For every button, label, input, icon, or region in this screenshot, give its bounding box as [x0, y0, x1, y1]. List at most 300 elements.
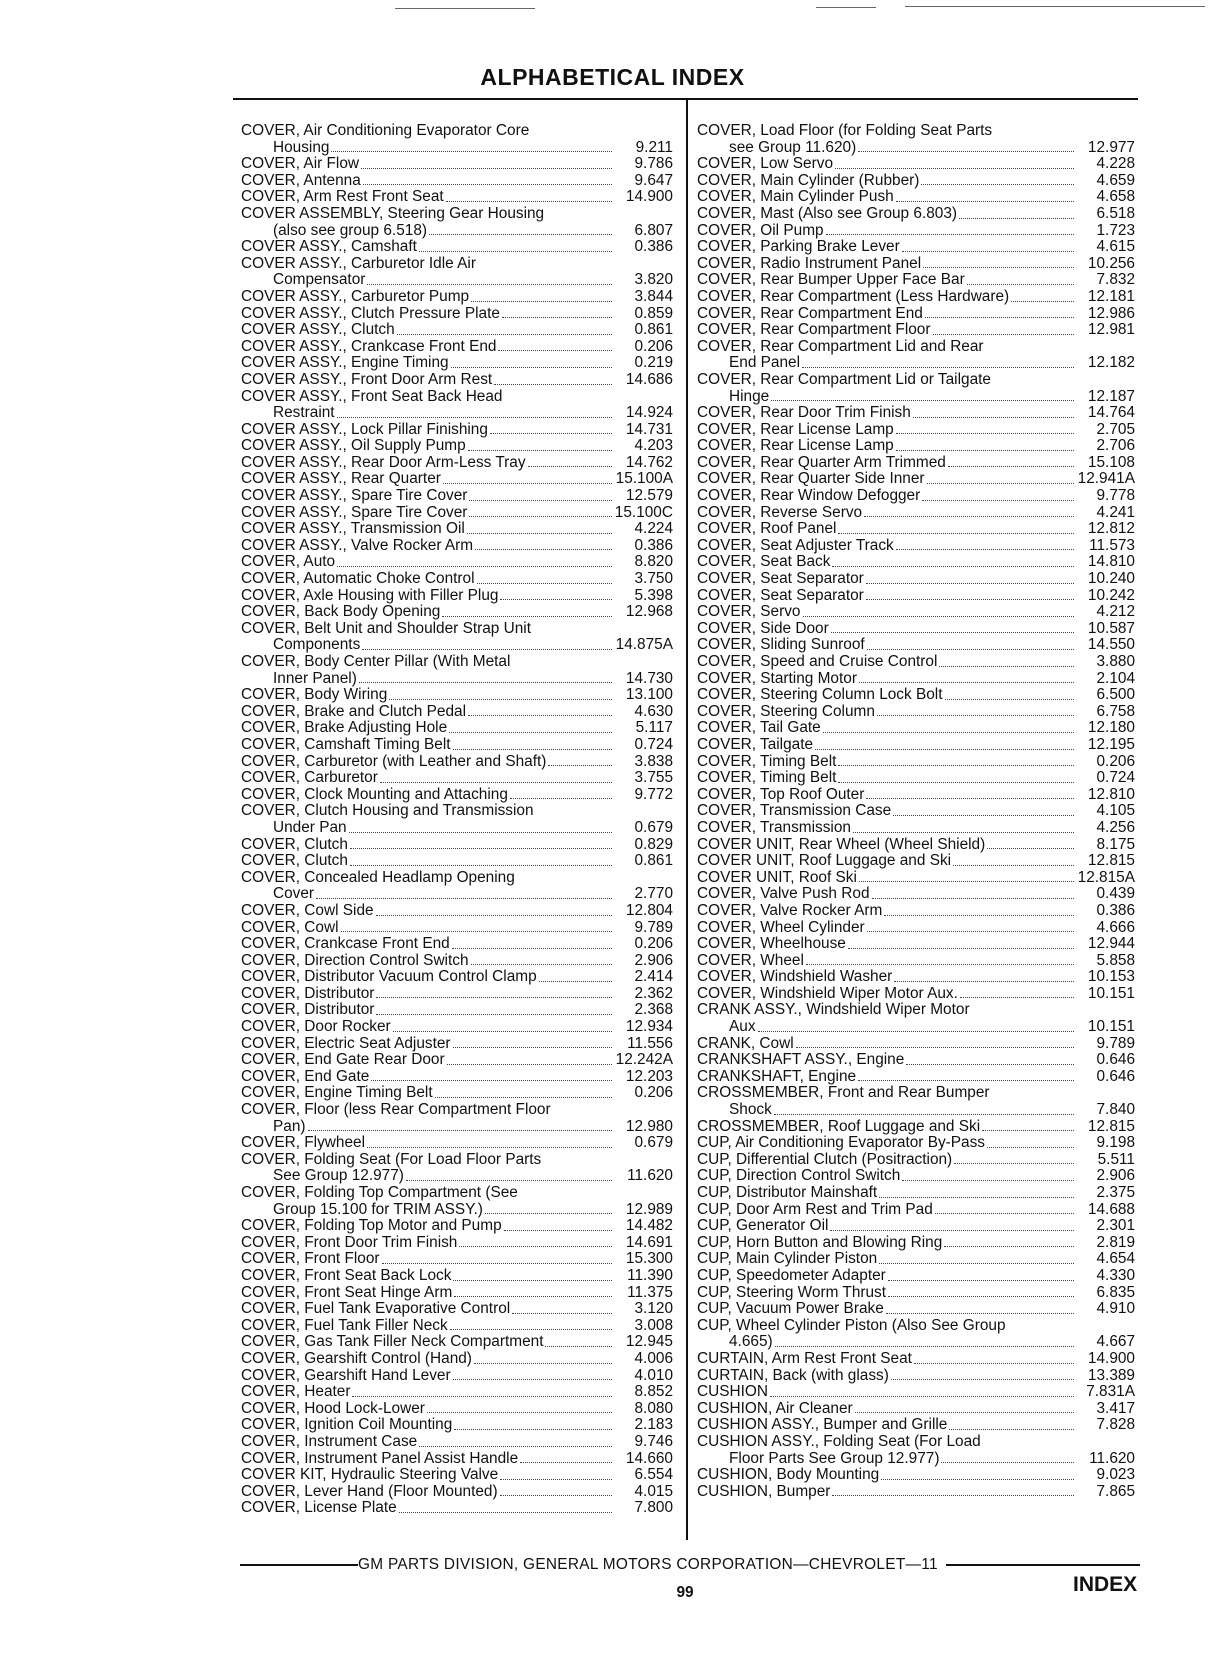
index-entry-page: 4.910 — [1096, 1300, 1135, 1318]
index-entry-line — [241, 1251, 673, 1268]
index-entry-text: COVER, Top Roof Outer — [697, 785, 865, 803]
index-entry-page: 4.006 — [634, 1349, 673, 1367]
dot-leader — [859, 881, 1074, 882]
index-entry-page: 3.755 — [634, 769, 673, 787]
index-entry-text: COVER, Ignition Coil Mounting — [241, 1416, 453, 1434]
index-entry-line — [697, 737, 1135, 754]
dot-leader — [500, 599, 612, 600]
index-entry — [697, 1052, 1135, 1069]
dot-leader — [477, 583, 612, 584]
index-entry-line — [697, 505, 1135, 522]
index-entry-line — [241, 770, 673, 787]
dot-leader — [350, 865, 612, 866]
index-entry-line — [697, 720, 1135, 737]
index-entry — [697, 1168, 1135, 1185]
index-entry-line — [241, 621, 673, 638]
dot-leader — [896, 433, 1074, 434]
dot-leader — [361, 168, 612, 169]
dot-leader — [406, 1180, 612, 1181]
index-entry — [697, 787, 1135, 804]
index-entry-page: 9.211 — [635, 138, 673, 156]
index-entry-text: COVER ASSY., Oil Supply Pump — [241, 437, 466, 455]
index-entry — [697, 1384, 1135, 1401]
dot-leader — [363, 184, 612, 185]
index-entry-line — [697, 372, 1135, 389]
index-entry-line — [697, 173, 1135, 190]
index-entry-page: 3.844 — [634, 287, 673, 305]
dot-leader — [367, 1147, 612, 1148]
dot-leader — [902, 1180, 1074, 1181]
dot-leader — [879, 1197, 1074, 1198]
index-entry-line — [697, 189, 1135, 206]
dot-leader — [982, 1130, 1074, 1131]
index-entry-text: COVER, Crankcase Front End — [241, 935, 450, 953]
index-entry-page: 14.730 — [625, 669, 673, 687]
index-entry — [697, 173, 1135, 190]
index-entry-text: COVER, Distributor — [241, 984, 375, 1002]
dot-leader — [545, 1346, 612, 1347]
index-entry-line — [241, 173, 673, 190]
index-entry-page: 4.015 — [634, 1482, 673, 1500]
index-entry-text: COVER, Front Door Trim Finish — [241, 1233, 458, 1251]
index-entry-text: COVER, Carburetor (with Leather and Shaft) — [241, 752, 547, 770]
index-entry — [697, 1251, 1135, 1268]
index-entry — [697, 671, 1135, 688]
index-entry-text: 4.665) — [729, 1333, 773, 1351]
dot-leader — [331, 151, 612, 152]
index-entry — [697, 1401, 1135, 1418]
index-entry-page: 8.080 — [634, 1399, 673, 1417]
index-entry-text: See Group 12.977) — [273, 1167, 404, 1185]
dot-leader — [815, 749, 1074, 750]
index-entry-text: COVER, Oil Pump — [697, 221, 824, 239]
index-entry-line — [241, 140, 673, 157]
dot-leader — [471, 301, 612, 302]
index-entry-page: 4.615 — [1096, 238, 1135, 256]
scan-artifact — [816, 7, 876, 8]
index-entry-text: COVER UNIT, Rear Wheel (Wheel Shield) — [697, 835, 986, 853]
index-entry-line — [241, 1401, 673, 1418]
dot-leader — [435, 1097, 612, 1098]
dot-leader — [872, 898, 1074, 899]
dot-leader — [510, 798, 612, 799]
index-entry-line — [697, 1002, 1135, 1019]
dot-leader — [399, 1512, 612, 1513]
index-entry-text: Housing — [273, 138, 330, 156]
index-entry-page: 4.667 — [1096, 1333, 1135, 1351]
dot-leader — [894, 981, 1074, 982]
index-entry-page: 11.573 — [1089, 536, 1135, 554]
index-entry — [241, 870, 673, 903]
index-entry — [697, 1135, 1135, 1152]
index-entry-text: COVER ASSY., Carburetor Pump — [241, 287, 470, 305]
index-entry-page: 12.986 — [1087, 304, 1135, 322]
index-entry-page: 2.183 — [634, 1416, 673, 1434]
dot-leader — [376, 1014, 612, 1015]
index-entry-text: CRANKSHAFT ASSY., Engine — [697, 1051, 905, 1069]
index-entry-page: 4.654 — [1096, 1250, 1135, 1268]
index-entry-line — [241, 671, 673, 688]
index-entry-text: COVER, Tailgate — [697, 735, 814, 753]
index-entry — [241, 969, 673, 986]
index-entry-line — [241, 588, 673, 605]
index-entry — [241, 903, 673, 920]
dot-leader — [452, 948, 612, 949]
index-entry — [241, 256, 673, 289]
index-entry-text: COVER, End Gate — [241, 1067, 370, 1085]
index-entry-text: (also see group 6.518) — [273, 221, 428, 239]
index-entry-page: 3.838 — [634, 752, 673, 770]
dot-leader — [350, 848, 612, 849]
index-entry — [241, 206, 673, 239]
index-entry-page: 12.810 — [1087, 785, 1135, 803]
index-entry-text: CUP, Horn Button and Blowing Ring — [697, 1233, 943, 1251]
dot-leader — [921, 184, 1074, 185]
dot-leader — [888, 1280, 1074, 1281]
dot-leader — [442, 616, 612, 617]
index-entry-line — [697, 621, 1135, 638]
index-entry-line — [697, 455, 1135, 472]
dot-leader — [806, 964, 1074, 965]
index-entry — [241, 471, 673, 488]
index-entry-page: 0.859 — [634, 304, 673, 322]
index-entry-line — [241, 405, 673, 422]
dot-leader — [453, 1047, 612, 1048]
index-entry-line — [241, 754, 673, 771]
dot-leader — [520, 1462, 612, 1463]
index-entry — [697, 322, 1135, 339]
index-entry — [241, 1351, 673, 1368]
index-entry-line — [697, 1202, 1135, 1219]
index-entry-text: CRANKSHAFT, Engine — [697, 1067, 857, 1085]
index-entry — [697, 256, 1135, 273]
index-entry-page: 12.977 — [1087, 138, 1135, 156]
index-entry — [697, 654, 1135, 671]
index-entry-page: 2.906 — [1096, 1167, 1135, 1185]
index-entry-page: 0.679 — [634, 1134, 673, 1152]
index-entry-page: 0.679 — [634, 818, 673, 836]
index-entry-page: 12.182 — [1087, 354, 1135, 372]
index-entry-page: 0.646 — [1096, 1051, 1135, 1069]
index-entry-text: CUP, Main Cylinder Piston — [697, 1250, 878, 1268]
index-entry-page: 9.647 — [634, 171, 673, 189]
index-entry — [241, 1218, 673, 1235]
index-entry-text: COVER, Front Seat Back Lock — [241, 1266, 452, 1284]
index-entry-page: 0.861 — [634, 321, 673, 339]
index-entry-line — [241, 1002, 673, 1019]
index-entry-line — [697, 1318, 1135, 1335]
dot-leader — [826, 234, 1074, 235]
index-entry — [241, 389, 673, 422]
index-entry-line — [241, 1500, 673, 1517]
index-entry-text: CUP, Steering Worm Thrust — [697, 1283, 887, 1301]
index-entry-page: 7.800 — [634, 1499, 673, 1517]
index-entry-text: COVER, Carburetor — [241, 769, 378, 787]
index-entry — [697, 405, 1135, 422]
dot-leader — [935, 1213, 1074, 1214]
index-entry-text: COVER, Roof Panel — [697, 520, 837, 538]
index-entry-line — [697, 886, 1135, 903]
dot-leader — [941, 1462, 1074, 1463]
index-entry — [697, 505, 1135, 522]
index-entry-page: 12.945 — [625, 1333, 673, 1351]
index-entry-text: COVER, Belt Unit and Shoulder Strap Unit — [241, 619, 531, 637]
index-entry-page: 12.934 — [625, 1018, 673, 1036]
dot-leader — [397, 334, 612, 335]
index-entry — [241, 1251, 673, 1268]
index-entry-page: 3.880 — [1096, 653, 1135, 670]
dot-leader — [960, 997, 1074, 998]
dot-leader — [859, 682, 1074, 683]
index-entry-text: Floor Parts See Group 12.977) — [729, 1449, 940, 1467]
index-entry — [241, 306, 673, 323]
dot-leader — [316, 898, 612, 899]
index-entry-page: 0.646 — [1096, 1067, 1135, 1085]
index-entry — [241, 239, 673, 256]
index-entry-page: 14.900 — [625, 188, 673, 206]
index-entry-text: CROSSMEMBER, Roof Luggage and Ski — [697, 1117, 981, 1135]
index-entry-text: COVER, Front Floor — [241, 1250, 380, 1268]
index-entry-line — [241, 1285, 673, 1302]
index-entry-line — [241, 256, 673, 273]
dot-leader — [830, 1230, 1074, 1231]
index-entry-text: CUSHION ASSY., Bumper and Grille — [697, 1416, 948, 1434]
dot-leader — [337, 566, 612, 567]
dot-leader — [933, 334, 1075, 335]
index-entry-page: 3.417 — [1096, 1399, 1135, 1417]
index-entry-page: 9.789 — [634, 918, 673, 936]
dot-leader — [888, 1296, 1074, 1297]
index-entry-line — [241, 505, 673, 522]
index-entry-page: 7.840 — [1096, 1101, 1135, 1119]
index-entry — [697, 886, 1135, 903]
index-entry-line — [241, 969, 673, 986]
index-entry — [697, 223, 1135, 240]
index-entry-page: 4.203 — [634, 437, 673, 455]
index-entry-line — [697, 272, 1135, 289]
index-entry-page: 0.724 — [1096, 769, 1135, 787]
index-entry-line — [241, 156, 673, 173]
dot-leader — [449, 732, 612, 733]
index-entry-page: 4.105 — [1096, 802, 1135, 820]
index-entry — [241, 1467, 673, 1484]
index-entry — [697, 853, 1135, 870]
index-entry — [241, 1334, 673, 1351]
index-entry-page: 12.944 — [1087, 935, 1135, 953]
index-entry-text: COVER, Automatic Choke Control — [241, 570, 475, 588]
index-entry — [697, 1185, 1135, 1202]
index-entry-line — [697, 687, 1135, 704]
dot-leader — [474, 1363, 612, 1364]
index-entry — [241, 588, 673, 605]
index-entry — [697, 156, 1135, 173]
index-entry — [241, 1318, 673, 1335]
index-entry-text: COVER, Auto — [241, 553, 336, 571]
index-entry-line — [241, 787, 673, 804]
dot-leader — [848, 948, 1074, 949]
dot-leader — [774, 1114, 1074, 1115]
index-entry-text: COVER, Rear Compartment (Less Hardware) — [697, 287, 1010, 305]
index-entry-line — [697, 969, 1135, 986]
index-entry — [241, 505, 673, 522]
index-entry — [697, 687, 1135, 704]
dot-leader — [770, 1396, 1074, 1397]
index-entry-text: COVER, Door Rocker — [241, 1018, 391, 1036]
index-entry-line — [697, 1135, 1135, 1152]
dot-leader — [459, 1246, 612, 1247]
index-entry-text: COVER, Steering Column Lock Bolt — [697, 686, 943, 704]
index-entry — [241, 1417, 673, 1434]
index-entry-text: COVER, Rear Window Defogger — [697, 487, 921, 505]
index-entry-page: 3.820 — [634, 271, 673, 289]
index-entry — [697, 1301, 1135, 1318]
index-entry-line — [697, 787, 1135, 804]
dot-leader — [512, 1313, 612, 1314]
dot-leader — [308, 1130, 612, 1131]
index-entry-text: see Group 11.620) — [729, 138, 857, 156]
index-entry-text: COVER ASSY., Spare Tire Cover — [241, 503, 468, 521]
dot-leader — [838, 782, 1074, 783]
index-entry-line — [697, 803, 1135, 820]
dot-leader — [867, 649, 1074, 650]
index-entry-text: COVER, Starting Motor — [697, 669, 857, 687]
index-entry-line — [697, 571, 1135, 588]
dot-leader — [953, 865, 1074, 866]
index-entry — [697, 1268, 1135, 1285]
index-entry-line — [241, 837, 673, 854]
index-entry-text: COVER, Heater — [241, 1383, 351, 1401]
index-entry-page: 4.658 — [1096, 188, 1135, 206]
index-entry — [241, 1500, 673, 1517]
index-entry-line — [697, 1434, 1135, 1451]
index-entry-page: 8.820 — [634, 553, 673, 571]
index-entry-line — [241, 438, 673, 455]
index-entry-text: COVER, Main Cylinder Push — [697, 188, 894, 206]
dot-leader — [429, 234, 612, 235]
dot-leader — [352, 1396, 612, 1397]
index-entry-text: COVER, Engine Timing Belt — [241, 1084, 433, 1102]
dot-leader — [914, 1363, 1074, 1364]
index-entry-page: 4.630 — [634, 702, 673, 720]
index-entry-page: 10.242 — [1087, 586, 1135, 604]
index-entry-line — [697, 1467, 1135, 1484]
index-entry — [697, 920, 1135, 937]
index-entry — [697, 621, 1135, 638]
index-entry-text: COVER, Mast (Also see Group 6.803) — [697, 204, 958, 222]
index-entry-line — [697, 289, 1135, 306]
index-entry-line — [241, 206, 673, 223]
dot-leader — [945, 699, 1075, 700]
index-entry-page: 9.772 — [634, 785, 673, 803]
index-entry-text: COVER, Fuel Tank Filler Neck — [241, 1316, 448, 1334]
index-entry-line — [241, 720, 673, 737]
index-entry-line — [697, 554, 1135, 571]
index-entry-text: Restraint — [273, 404, 335, 422]
index-entry-line — [241, 239, 673, 256]
index-entry-line — [697, 953, 1135, 970]
index-entry-text: COVER, Transmission Case — [697, 802, 892, 820]
index-entry-page: 12.941A — [1077, 470, 1135, 488]
dot-leader — [498, 350, 612, 351]
index-entry-page: 11.390 — [627, 1266, 673, 1284]
dot-leader — [548, 765, 612, 766]
footer-text: GM PARTS DIVISION, GENERAL MOTORS CORPORATION—CHEVROLET—11 — [358, 1556, 938, 1573]
index-entry — [241, 355, 673, 372]
index-entry-line — [697, 206, 1135, 223]
dot-leader — [450, 1329, 612, 1330]
index-entry-text: COVER, Rear Door Trim Finish — [697, 404, 911, 422]
index-entry-page: 12.815 — [1087, 852, 1135, 870]
index-entry-text: COVER, Cowl — [241, 918, 339, 936]
index-entry-line — [241, 1351, 673, 1368]
footer-rule-left — [240, 1564, 358, 1566]
dot-leader — [504, 1230, 612, 1231]
index-entry-line — [697, 637, 1135, 654]
index-entry-text: COVER, Tail Gate — [697, 719, 821, 737]
index-entry-text: CUSHION, Bumper — [697, 1482, 831, 1500]
index-entry-text: CUP, Speedometer Adapter — [697, 1266, 886, 1284]
index-entry-page: 12.579 — [625, 487, 673, 505]
index-entry-line — [241, 571, 673, 588]
index-entry-line — [241, 1384, 673, 1401]
index-entry-page: 12.989 — [625, 1200, 673, 1218]
index-entry-page: 11.556 — [627, 1034, 673, 1052]
index-entry-text: Shock — [729, 1101, 772, 1119]
index-entry-page: 6.807 — [634, 221, 673, 239]
index-entry-page: 9.198 — [1096, 1134, 1135, 1152]
index-entry-line — [241, 820, 673, 837]
index-entry-page: 14.900 — [1087, 1349, 1135, 1367]
index-entry-line — [241, 322, 673, 339]
index-entry-page: 10.587 — [1087, 619, 1135, 637]
index-entry-text: COVER UNIT, Roof Ski — [697, 868, 857, 886]
index-entry-text: COVER, Camshaft Timing Belt — [241, 735, 451, 753]
index-entry — [241, 687, 673, 704]
index-entry-line — [241, 355, 673, 372]
index-entry — [241, 372, 673, 389]
dot-leader — [454, 1296, 612, 1297]
index-entry — [241, 920, 673, 937]
index-entry-line — [697, 1069, 1135, 1086]
index-entry — [241, 156, 673, 173]
index-entry-line — [241, 1019, 673, 1036]
index-entry — [241, 322, 673, 339]
index-entry-line — [697, 322, 1135, 339]
dot-leader — [853, 832, 1074, 833]
index-entry-text: Cover — [273, 885, 315, 903]
index-entry — [697, 1417, 1135, 1434]
index-entry-line — [241, 1152, 673, 1169]
index-entry-text: COVER, Direction Control Switch — [241, 951, 469, 969]
index-entry — [697, 588, 1135, 605]
index-entry — [697, 339, 1135, 372]
index-entry — [241, 837, 673, 854]
dot-leader — [371, 1080, 612, 1081]
dot-leader — [528, 466, 612, 467]
index-entry — [241, 289, 673, 306]
index-entry-page: 2.301 — [1096, 1217, 1135, 1235]
index-entry-text: Under Pan — [273, 818, 347, 836]
index-entry-text: COVER ASSY., Carburetor Idle Air — [241, 254, 476, 272]
index-entry-line — [697, 1085, 1135, 1102]
index-entry-text: COVER ASSY., Clutch — [241, 321, 395, 339]
index-entry-text: COVER, Brake and Clutch Pedal — [241, 702, 466, 720]
index-entry-page: 12.804 — [625, 901, 673, 919]
index-entry — [697, 455, 1135, 472]
index-entry-text: COVER, Steering Column — [697, 702, 875, 720]
index-entry — [241, 986, 673, 1003]
index-entry — [241, 455, 673, 472]
